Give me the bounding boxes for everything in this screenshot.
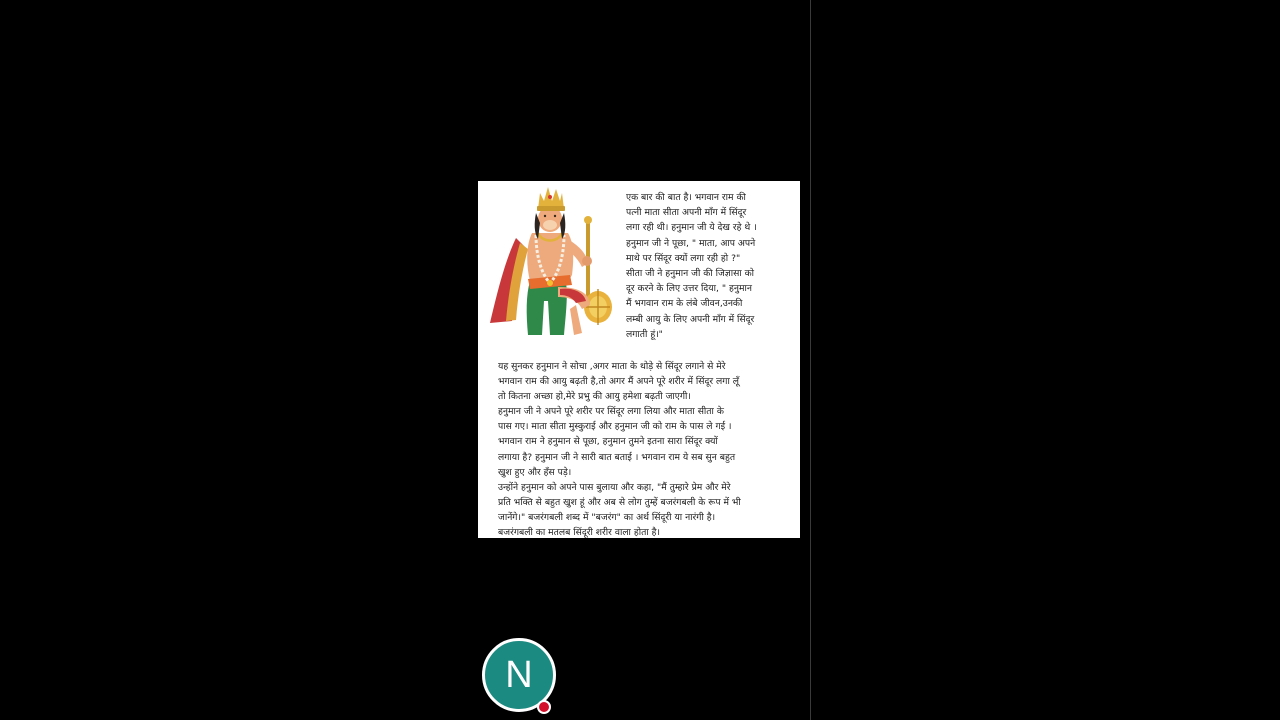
avatar-letter: N bbox=[505, 654, 533, 696]
story-intro-text: एक बार की बात है। भगवान राम की पत्नी माता सीता अपनी माँग में सिंदूर लगा रही थी। हनुमान जी ये देख रहे थे । हनुमान जी ने पूछा, " माता, आप अपने माथे पर सिंदूर क्यों लगा रही हो ?" सीता जी ने हनुमान जी की जिज्ञासा को दूर करने के लिए उत्तर दिया, " हनुमान मैं भगवान राम के लंबे जीवन,उनकी लम्बी आयु के लिए अपनी माँग में सिंदूर लगाती हूं।" bbox=[626, 192, 757, 340]
hanuman-illustration-icon bbox=[486, 183, 622, 341]
panel-divider bbox=[810, 0, 811, 720]
notification-dot-icon bbox=[537, 700, 551, 714]
story-page bbox=[478, 181, 800, 538]
story-body-text: यह सुनकर हनुमान ने सोचा ,अगर माता के थोड़े से सिंदूर लगाने से मेरे भगवान राम की आयु बढ़ती है,तो अगर मैं अपने पूरे शरीर में सिंदूर लगा लूँ तो कितना अच्छा हो,मेरे प्रभु की आयु हमेशा बढ़ती जाएगी। हनुमान जी ने अपने पूरे शरीर पर सिंदूर लगा लिया और माता सीता के पास गए। माता सीता मुस्कुराई और हनुमान जी को राम के पास ले गई । भगवान राम ने हनुमान से पूछा, हनुमान तुमने इतना सारा सिंदूर क्यों लगाया है? हनुमान जी ने सारी बात बताई । भगवान राम ये सब सुन बहुत खुश हुए और हँस पड़े। उन्होंने हनुमान को अपने पास बुलाया और कहा, "मैं तुम्हारे प्रेम और मेरे प्रति भक्ति से बहुत खुश हूं और अब से लोग तुम्हें बजरंगबली के रूप में भी जानेंगे।" बजरंगबली शब्द में "बजरंग" का अर्थ सिंदूरी या नारंगी है। बजरंगबली का मतलब सिंदूरी शरीर वाला होता है। bbox=[498, 361, 741, 538]
